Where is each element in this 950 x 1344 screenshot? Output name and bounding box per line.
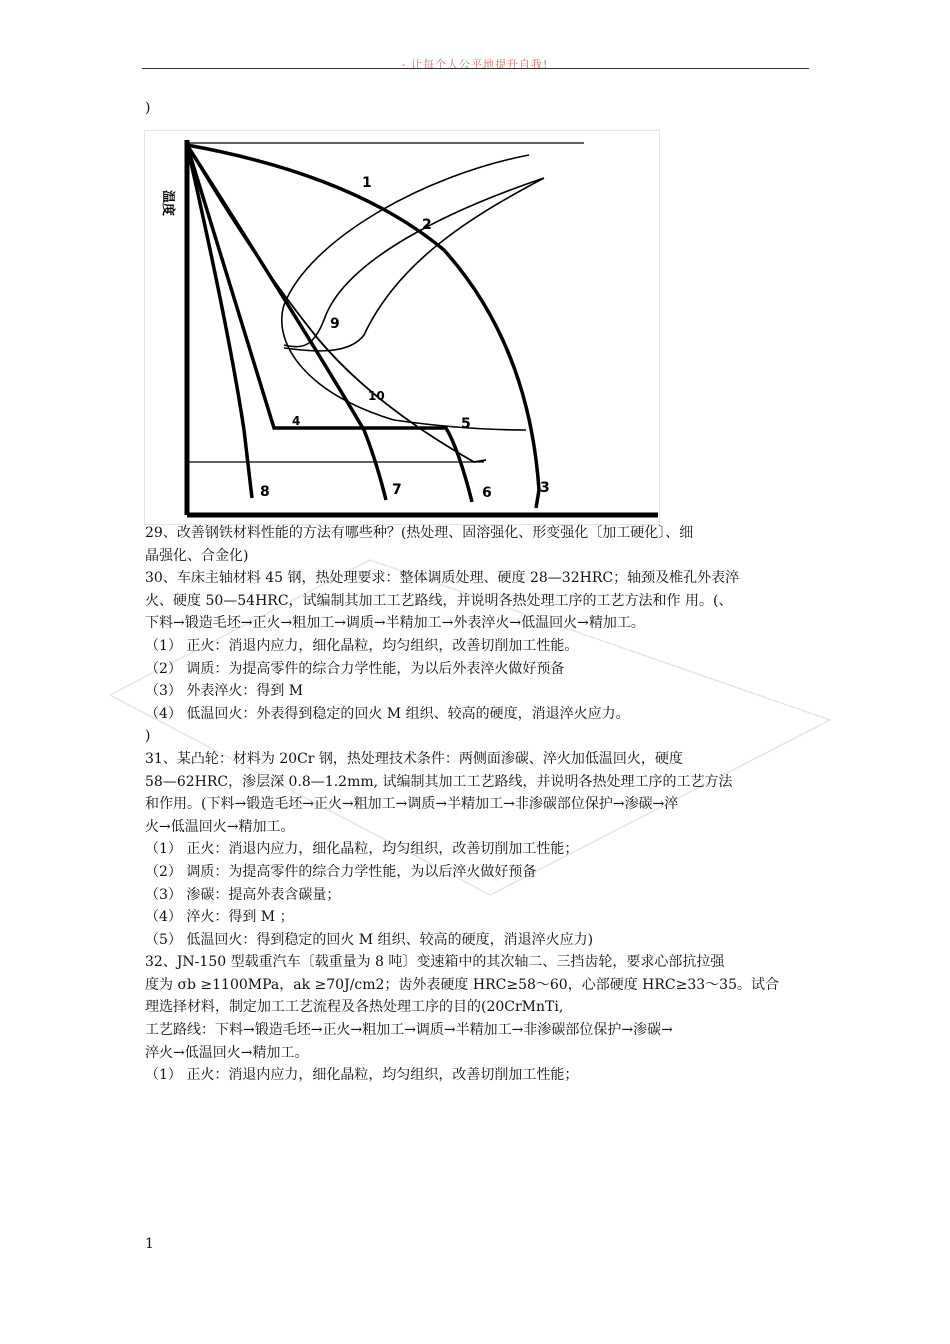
text-line: 火、硬度 50—54HRC，试编制其加工工艺路线，并说明各热处理工序的工艺方法和作 用。(、 — [145, 592, 733, 609]
page-number: 1 — [145, 1236, 154, 1252]
curve-10 — [187, 145, 486, 462]
text-line: 31、某凸轮：材料为 20Cr 钢，热处理技术条件：两侧面渗碳、淬火加低温回火，硬度 — [145, 750, 683, 767]
label-2: 2 — [422, 217, 432, 233]
text-line: 淬火→低温回火→精加工。 — [145, 1044, 309, 1061]
label-7: 7 — [392, 482, 402, 498]
text-line: 度为 σb ≥1100MPa，ak ≥70J/cm2；齿外表硬度 HRC≥58～60，心部硬度 HRC≥33～35。试合 — [145, 976, 779, 993]
body-text — [145, 522, 825, 1087]
label-4: 4 — [292, 414, 301, 428]
text-line: （2） 调质：为提高零件的综合力学性能，为以后外表淬火做好预备 — [145, 660, 565, 677]
text-line: 和作用。(下料→锻造毛坯→正火→粗加工→调质→半精加工→非渗碳部位保护→渗碳→淬 — [145, 796, 679, 813]
text-line: （1） 正火：消退内应力，细化晶粒，均匀组织，改善切削加工性能； — [145, 1067, 579, 1084]
text-line: 29、改善钢铁材料性能的方法有哪些种？(热处理、固溶强化、形变强化〔加工硬化〕、细 — [145, 525, 694, 541]
y-axis-label: 温度 — [160, 190, 175, 217]
label-10: 10 — [368, 389, 385, 403]
text-line: （1） 正火：消退内应力，细化晶粒，均匀组织，改善切削加工性能。 — [145, 637, 579, 654]
label-9: 9 — [330, 316, 340, 332]
text-line: 32、JN-150 型载重汽车〔载重量为 8 吨〕变速箱中的其次轴二、三挡齿轮，要求心部抗拉强 — [145, 954, 725, 971]
text-line: （2） 调质：为提高零件的综合力学性能，为以后淬火做好预备 — [145, 863, 537, 880]
text-line: 工艺路线：下料→锻造毛坯→正火→粗加工→调质→半精加工→非渗碳部位保护→渗碳→ — [145, 1022, 673, 1039]
text-line: 下料→锻造毛坯→正火→粗加工→调质→半精加工→外表淬火→低温回火→精加工。 — [145, 615, 645, 632]
text-line: （3） 外表淬火：得到 M — [145, 683, 304, 700]
label-6: 6 — [482, 485, 492, 501]
text-line: （4） 低温回火：外表得到稳定的回火 M 组织、较高的硬度，消退淬火应力。 — [145, 705, 630, 722]
text-line: 晶强化、合金化) — [145, 547, 249, 564]
text-line: 理选择材料，制定加工工艺流程及各热处理工序的目的(20CrMnTi, — [145, 999, 564, 1016]
label-1: 1 — [362, 175, 372, 191]
header-slogan: - 让每个人公平地提升自我! — [401, 58, 549, 71]
text-line: （5） 低温回火：得到稳定的回火 M 组织、较高的硬度，消退淬火应力) — [145, 931, 594, 948]
text-line: （3） 渗碳：提高外表含碳量； — [145, 886, 341, 903]
c-curve-end — [284, 178, 544, 351]
cct-diagram — [144, 130, 660, 525]
curve-7 — [187, 145, 386, 500]
figure-frame — [145, 131, 660, 525]
text-line: 58—62HRC，渗层深 0.8—1.2mm, 试编制其加工工艺路线，并说明各热处理工序的工艺方法 — [145, 773, 733, 790]
label-5: 5 — [461, 416, 471, 432]
text-line: 火→低温回火→精加工。 — [145, 818, 295, 835]
text-line: ) — [145, 728, 151, 745]
text-line: （1） 正火：消退内应力，细化晶粒，均匀组织，改善切削加工性能； — [145, 841, 579, 858]
text-line: 30、车床主轴材料 45 钢，热处理要求：整体调质处理、硬度 28—32HRC；轴颈及椎孔外表淬 — [145, 570, 740, 587]
lead-paren: ) — [145, 100, 151, 116]
text-line: （4） 淬火：得到 M ； — [145, 909, 294, 926]
label-3: 3 — [540, 480, 550, 496]
label-8: 8 — [260, 484, 270, 500]
header-rule — [142, 68, 809, 69]
